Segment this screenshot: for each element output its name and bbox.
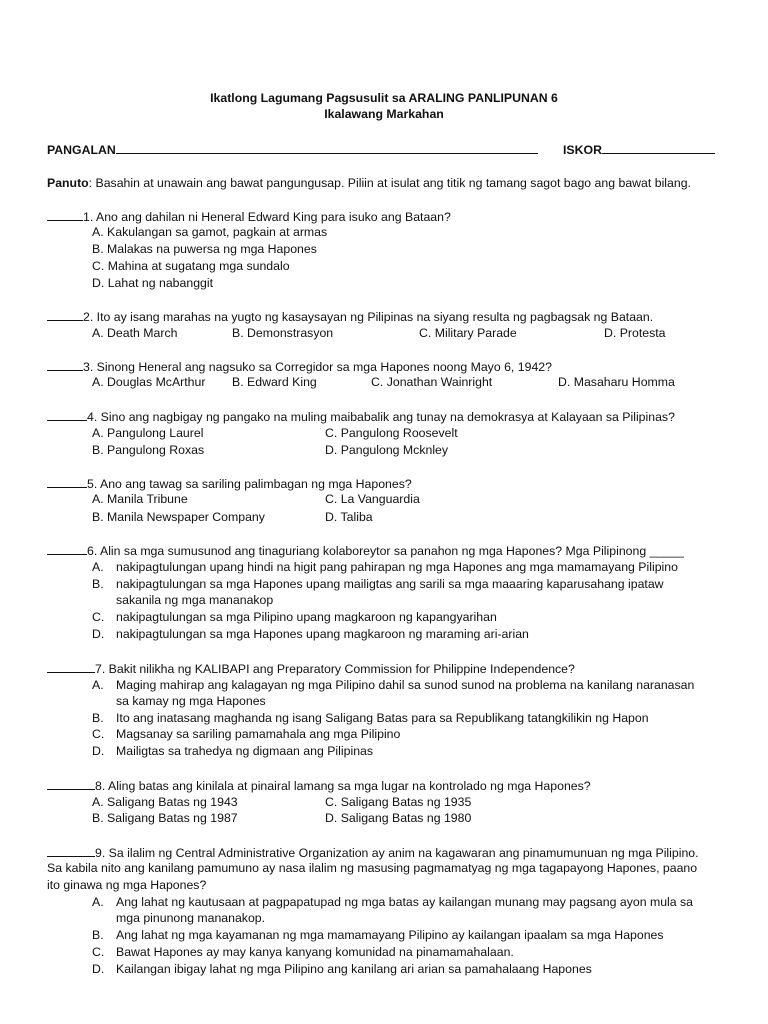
- option: A. Kakulangan sa gamot, pagkain at armas: [92, 225, 328, 239]
- question-text: 5. Ano ang tawag sa sariling palimbagan ng mga Hapones?: [87, 477, 412, 491]
- question-text-continued: Sa kabila nito ang kanilang pamumuno ay nasa ilalim ng masusing pagmamatyag ng mga tagapayong Hapones, paano: [47, 861, 698, 875]
- option-letter: B.: [92, 928, 104, 942]
- question-text: 7. Bakit nilikha ng KALIBAPI ang Preparatory Commission for Philippine Independence?: [95, 662, 575, 676]
- question-5: [47, 475, 412, 493]
- option: B. Malakas na puwersa ng mga Hapones: [92, 242, 317, 256]
- option: C. La Vanguardia: [325, 492, 420, 506]
- option: B. Edward King: [232, 375, 317, 389]
- answer-blank-7[interactable]: [47, 660, 95, 673]
- option: C. Mahina at sugatang mga sundalo: [92, 259, 290, 273]
- option-letter: B.: [92, 711, 104, 725]
- option: Bawat Hapones ay may kanya kanyang komunidad na pinamamahalaan.: [116, 945, 514, 959]
- answer-blank-2[interactable]: [47, 308, 83, 321]
- option: A. Douglas McArthur: [92, 375, 206, 389]
- name-blank[interactable]: [116, 141, 538, 154]
- option: A. Saligang Batas ng 1943: [92, 795, 238, 809]
- question-4: [47, 408, 675, 426]
- option-letter: D.: [92, 962, 105, 976]
- option-letter: D.: [92, 744, 105, 758]
- answer-blank-3[interactable]: [47, 358, 83, 371]
- option: A. Pangulong Laurel: [92, 426, 204, 440]
- option: D. Protesta: [604, 326, 666, 340]
- option: A. Death March: [92, 326, 178, 340]
- instructions-text: : Basahin at unawain ang bawat pangungusap. Piliin at isulat ang titik ng tamang sagot bago ang bawat bilang.: [88, 176, 691, 190]
- instructions-label: Panuto: [47, 176, 89, 190]
- option: nakipagtulungan sa mga Pilipino upang magkaroon ng kapangyarihan: [116, 610, 497, 624]
- answer-blank-8[interactable]: [47, 777, 95, 790]
- question-8: [47, 777, 591, 795]
- question-text: 6. Alin sa mga sumusunod ang tinaguriang kolaboreytor sa panahon ng mga Hapones? Mga Pilipinong _____: [87, 544, 684, 558]
- option: Ang lahat ng kautusaan at pagpapatupad ng mga batas ay kailangan munang may pagsang ayon mula sa: [116, 895, 694, 909]
- option-letter: A.: [92, 560, 104, 574]
- question-text-continued: ito ginawa ng mga Hapones?: [47, 878, 207, 892]
- score-field: [563, 141, 715, 159]
- option-letter: D.: [92, 627, 105, 641]
- option: D. Lahat ng nabanggit: [92, 276, 214, 290]
- option: C. Jonathan Wainright: [371, 375, 493, 389]
- option: B. Manila Newspaper Company: [92, 510, 265, 524]
- name-label: PANGALAN: [47, 143, 116, 157]
- option-continued: mga pinunong mananakop.: [116, 911, 266, 925]
- score-blank[interactable]: [602, 141, 715, 154]
- option: A. Manila Tribune: [92, 492, 188, 506]
- answer-blank-6[interactable]: [47, 542, 87, 555]
- option: Magsanay sa sariling pamamahala ang mga Pilipino: [116, 727, 401, 741]
- option: Kailangan ibigay lahat ng mga Pilipino ang kanilang ari arian sa pamahalaang Hapones: [116, 962, 592, 976]
- question-6: [47, 542, 684, 560]
- question-9: [47, 844, 699, 862]
- option: Maging mahirap ang kalagayan ng mga Pilipino dahil sa sunod sunod na problema na kanilang naranasan: [116, 678, 695, 692]
- option: nakipagtulungan sa mga Hapones upang mailigtas ang sarili sa mga maaaring kaparusahang ipataw: [116, 577, 664, 591]
- quiz-subtitle: Ikalawang Markahan: [324, 107, 444, 121]
- question-text: 9. Sa ilalim ng Central Administrative Organization ay anim na kagawaran ang pinamumunuan ng mga Pilipino.: [95, 846, 699, 860]
- option: B. Saligang Batas ng 1987: [92, 811, 238, 825]
- question-7: [47, 660, 575, 678]
- option: Ang lahat ng mga kayamanan ng mga mamamayang Pilipino ay kailangan ipaalam sa mga Hapones: [116, 928, 664, 942]
- question-text: 8. Aling batas ang kinilala at pinairal lamang sa mga lugar na kontrolado ng mga Hapones?: [95, 779, 591, 793]
- option-letter: C.: [92, 610, 105, 624]
- option-letter: C.: [92, 945, 105, 959]
- option-letter: B.: [92, 577, 104, 591]
- option-continued: sakanila ng mga mananakop: [116, 593, 274, 607]
- option: Ito ang inatasang maghanda ng isang Saligang Batas para sa Republikang tatangkilikin ng Hapon: [116, 711, 649, 725]
- option: B. Pangulong Roxas: [92, 443, 205, 457]
- option: Mailigtas sa trahedya ng digmaan ang Pilipinas: [116, 744, 374, 758]
- instructions: [47, 175, 691, 192]
- answer-blank-1[interactable]: [47, 208, 83, 221]
- option-continued: sa kamay ng mga Hapones: [116, 694, 266, 708]
- score-label: ISKOR: [563, 143, 602, 157]
- option: D. Pangulong Mcknley: [325, 443, 449, 457]
- question-3: [47, 358, 552, 376]
- question-1: [47, 208, 451, 226]
- question-text: 1. Ano ang dahilan ni Heneral Edward King para isuko ang Bataan?: [83, 210, 451, 224]
- question-text: 2. Ito ay isang marahas na yugto ng kasaysayan ng Pilipinas na siyang resulta ng pagbagsak ng Bataan.: [83, 310, 654, 324]
- option: nakipagtulungan upang hindi na higit pang pahirapan ng mga Hapones ang mga mamamayang Pilipino: [116, 560, 678, 574]
- option: C. Saligang Batas ng 1935: [325, 795, 472, 809]
- option-letter: A.: [92, 895, 104, 909]
- option-letter: C.: [92, 727, 105, 741]
- quiz-title: Ikatlong Lagumang Pagsusulit sa ARALING PANLIPUNAN 6: [210, 91, 558, 105]
- option-letter: A.: [92, 678, 104, 692]
- option: B. Demonstrasyon: [232, 326, 334, 340]
- question-text: 3. Sinong Heneral ang nagsuko sa Corregidor sa mga Hapones noong Mayo 6, 1942?: [83, 360, 552, 374]
- answer-blank-5[interactable]: [47, 475, 87, 488]
- question-text: 4. Sino ang nagbigay ng pangako na muling maibabalik ang tunay na demokrasya at Kalayaan sa Pilipinas?: [87, 410, 675, 424]
- option: D. Masaharu Homma: [558, 375, 675, 389]
- option: nakipagtulungan sa mga Hapones upang magkaroon ng maraming ari-arian: [116, 627, 529, 641]
- option: C. Pangulong Roosevelt: [325, 426, 458, 440]
- question-2: [47, 308, 653, 326]
- option: C. Military Parade: [419, 326, 517, 340]
- option: D. Saligang Batas ng 1980: [325, 811, 472, 825]
- answer-blank-4[interactable]: [47, 408, 87, 421]
- answer-blank-9[interactable]: [47, 844, 95, 857]
- option: D. Taliba: [325, 510, 373, 524]
- name-field: [47, 141, 538, 159]
